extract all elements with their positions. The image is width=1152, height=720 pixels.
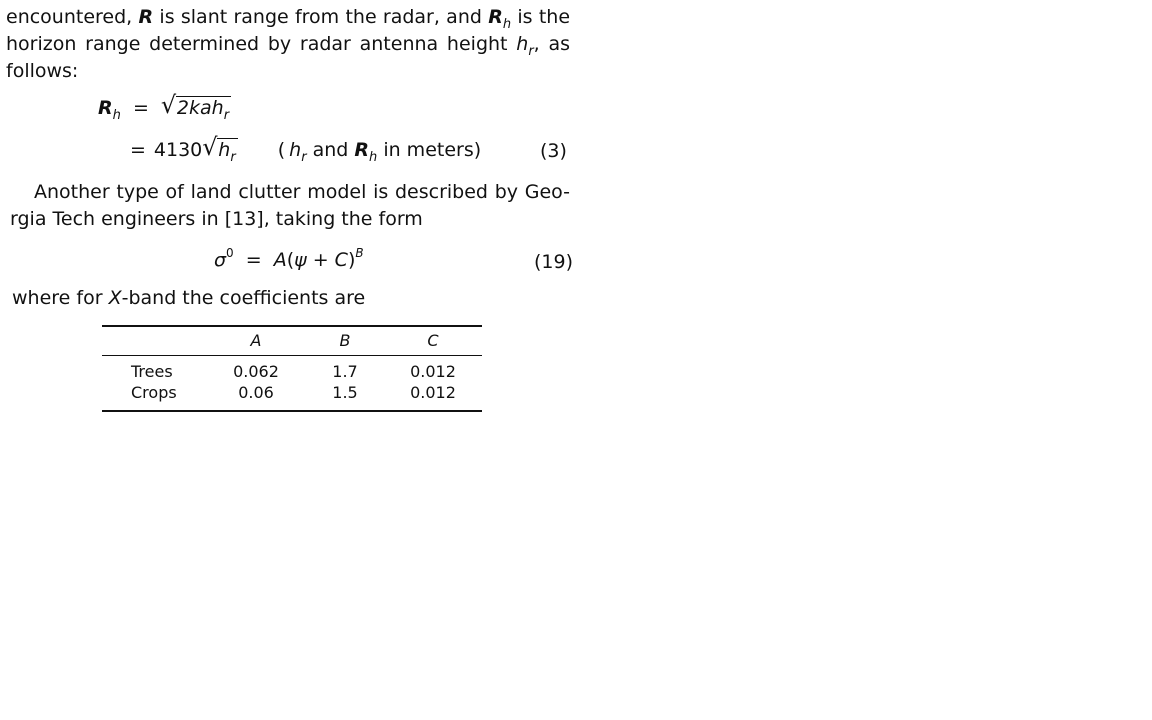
table-row-crops-a: 0.06 <box>238 383 274 402</box>
equation-3-note: ( $h_r$ and $R_h$ in meters) <box>277 139 482 165</box>
table-bottom-rule <box>102 410 482 412</box>
equation-3-line-1: $R_h$ = √ 2kah$_r$ <box>98 96 231 123</box>
table-header-b: B <box>339 331 351 350</box>
sqrt-symbol: √ $h_r$ <box>203 138 237 164</box>
table-top-rule <box>102 325 482 327</box>
table-header-a: A <box>250 331 262 350</box>
table-row-crops-c: 0.012 <box>410 383 456 402</box>
table-row-trees-c: 0.012 <box>410 362 456 381</box>
table-row-crops-label: Crops <box>131 383 177 402</box>
text-line-6: where for X-band the coefficients are <box>12 287 366 309</box>
text-line-5: rgia Tech engineers in [13], taking the form <box>10 208 423 230</box>
table-row-trees-label: Trees <box>131 362 173 381</box>
equation-3-line-2: = 4130√ $h_r$ ( $h_r$ and $R_h$ in meters) <box>130 138 481 165</box>
text-line-4: Another type of land clutter model is described by Geo- <box>34 181 570 203</box>
table-row-trees-b: 1.7 <box>332 362 358 381</box>
table-row-crops-b: 1.5 <box>332 383 358 402</box>
table-header-rule <box>102 355 482 356</box>
equation-number-3: (3) <box>540 140 567 162</box>
table-row-trees-a: 0.062 <box>233 362 279 381</box>
text-line-1: encountered, R is slant range from the radar, and $R_h$ is the <box>6 6 571 32</box>
equation-number-19: (19) <box>534 251 574 273</box>
equation-19: $\sigma^0 = A(\psi + C)^B$ <box>214 246 364 271</box>
text-line-3: follows: <box>6 60 79 82</box>
text-line-2: horizon range determined by radar antenna height $h_r$, as <box>6 33 571 59</box>
table-header-c: C <box>427 331 439 350</box>
sqrt-symbol: √ 2kah$_r$ <box>162 96 231 122</box>
